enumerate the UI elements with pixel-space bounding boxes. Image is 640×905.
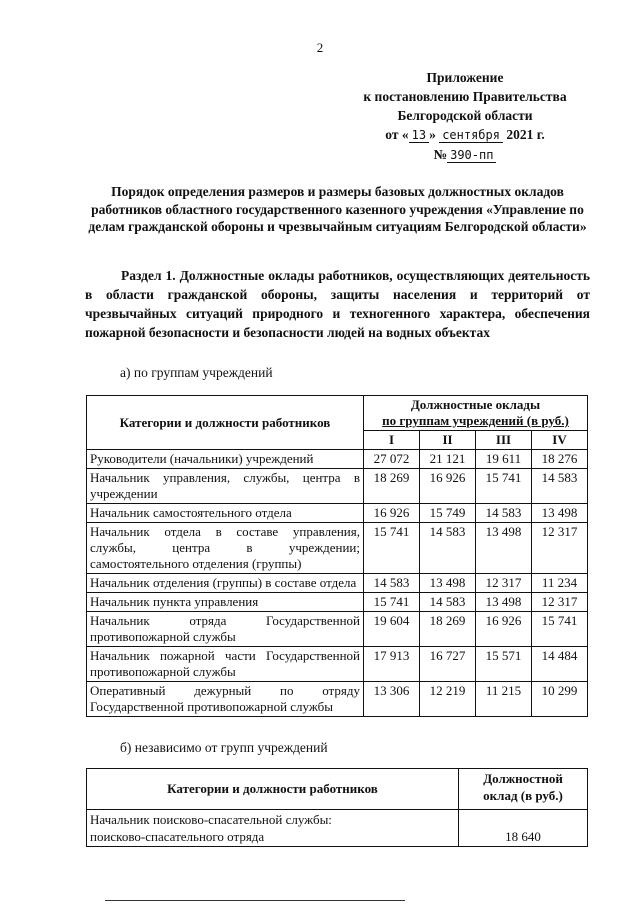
salary-cell: 19 604: [364, 612, 420, 647]
table-b-heading: б) независимо от групп учреждений: [120, 740, 328, 755]
table-row: [87, 810, 588, 847]
salary-cell: 21 121: [420, 450, 476, 469]
footer-divider: [105, 900, 405, 901]
position-name: [87, 810, 459, 847]
salary-cell: 18 276: [532, 450, 588, 469]
section-heading: Раздел 1. Должностные оклады работников, осуществляющих деятельность в области гражданской обороны, защиты населения и территорий от чрезвычайных ситуаций природного и техногенного характера, обеспечения пожарной безопасности и безопасности людей на водных объектах: [85, 268, 590, 340]
number-value: 390-пп: [447, 148, 496, 163]
salary-cell: 13 498: [476, 593, 532, 612]
salary-cell: 14 583: [364, 574, 420, 593]
salary-cell: 14 484: [532, 647, 588, 682]
salary-cell: 12 219: [420, 682, 476, 717]
salary-cell: 15 741: [364, 593, 420, 612]
position-name: Начальник отряда Государственной противопожарной службы: [87, 612, 364, 647]
position-name: Оперативный дежурный по отряду Государственной противопожарной службы: [87, 682, 364, 717]
salary-cell: 16 926: [420, 469, 476, 504]
salary-cell: 15 741: [476, 469, 532, 504]
page-number: 2: [316, 40, 324, 55]
salary-table-independent: [86, 768, 588, 847]
salary-cell: 15 571: [476, 647, 532, 682]
table-a-heading: а) по группам учреждений: [120, 365, 273, 380]
salary-cell: 13 498: [532, 504, 588, 523]
col-category-header: Категории и должности работников: [87, 396, 364, 450]
position-name: Начальник самостоятельного отдела: [87, 504, 364, 523]
position-name: Начальник управления, службы, центра в учреждении: [87, 469, 364, 504]
salary-cell: 16 926: [364, 504, 420, 523]
salary-cell: 14 583: [420, 523, 476, 574]
table-row: [87, 450, 588, 469]
table-row: [87, 469, 588, 504]
salary-cell: 15 741: [364, 523, 420, 574]
position-name: Начальник отделения (группы) в составе отдела: [87, 574, 364, 593]
salary-table-by-group: [86, 395, 588, 717]
salary-cell: 14 583: [420, 593, 476, 612]
col-salary-line1: Должностные оклады: [410, 397, 541, 412]
group-header: I: [364, 431, 420, 450]
salary-cell: 18 269: [364, 469, 420, 504]
salary-cell: 13 498: [420, 574, 476, 593]
position-name-line1: Начальник поисково-спасательной службы:: [90, 812, 332, 827]
salary-cell: 11 215: [476, 682, 532, 717]
table-row: [87, 647, 588, 682]
salary-cell: 16 727: [420, 647, 476, 682]
number-prefix: №: [433, 147, 448, 162]
table-row: [87, 504, 588, 523]
salary-cell: 11 234: [532, 574, 588, 593]
date-mid: »: [429, 127, 436, 142]
salary-cell: 14 583: [532, 469, 588, 504]
position-name: Начальник пункта управления: [87, 593, 364, 612]
table-row: [87, 593, 588, 612]
col-salary-header: [459, 769, 588, 810]
col-salary-line2: по группам учреждений (в руб.): [382, 413, 569, 428]
appendix-number: [340, 145, 590, 165]
group-header: II: [420, 431, 476, 450]
salary-cell: 18 640: [459, 810, 588, 847]
col-salary-line1: Должностной: [483, 771, 563, 786]
salary-cell: 19 611: [476, 450, 532, 469]
date-month: сентября: [439, 128, 503, 143]
appendix-line1: Приложение: [426, 70, 504, 85]
position-name: Начальник отдела в составе управления, службы, центра в учреждении; самостоятельного отделения (группы): [87, 523, 364, 574]
col-salary-header: [364, 396, 588, 431]
table-row: [87, 682, 588, 717]
table-row: [87, 612, 588, 647]
salary-cell: 12 317: [476, 574, 532, 593]
appendix-line3: Белгородской области: [397, 108, 533, 123]
group-header: IV: [532, 431, 588, 450]
position-name: Руководители (начальники) учреждений: [87, 450, 364, 469]
salary-cell: 13 498: [476, 523, 532, 574]
salary-cell: 17 913: [364, 647, 420, 682]
position-name: Начальник пожарной части Государственной противопожарной службы: [87, 647, 364, 682]
position-name-line2: поисково-спасательного отряда: [90, 829, 265, 844]
table-row: [87, 574, 588, 593]
table-row: [87, 523, 588, 574]
date-day: 13: [409, 128, 429, 143]
document-title: Порядок определения размеров и размеры базовых должностных окладов работников областного государственного казенного учреждения «Управление по делам гражданской обороны и чрезвычайным ситуациям Белгородской области»: [88, 184, 587, 234]
group-header: III: [476, 431, 532, 450]
salary-cell: 10 299: [532, 682, 588, 717]
col-salary-line2: оклад (в руб.): [483, 788, 563, 803]
appendix-line2: к постановлению Правительства: [363, 89, 567, 104]
salary-cell: 12 317: [532, 593, 588, 612]
date-year: 2021 г.: [506, 127, 545, 142]
appendix-header: [340, 68, 590, 165]
salary-cell: 15 749: [420, 504, 476, 523]
date-prefix: от «: [385, 127, 409, 142]
salary-cell: 27 072: [364, 450, 420, 469]
col-category-header: Категории и должности работников: [87, 769, 459, 810]
salary-cell: 12 317: [532, 523, 588, 574]
salary-cell: 16 926: [476, 612, 532, 647]
salary-cell: 13 306: [364, 682, 420, 717]
appendix-date: [340, 125, 590, 145]
salary-cell: 15 741: [532, 612, 588, 647]
salary-cell: 18 269: [420, 612, 476, 647]
salary-cell: 14 583: [476, 504, 532, 523]
